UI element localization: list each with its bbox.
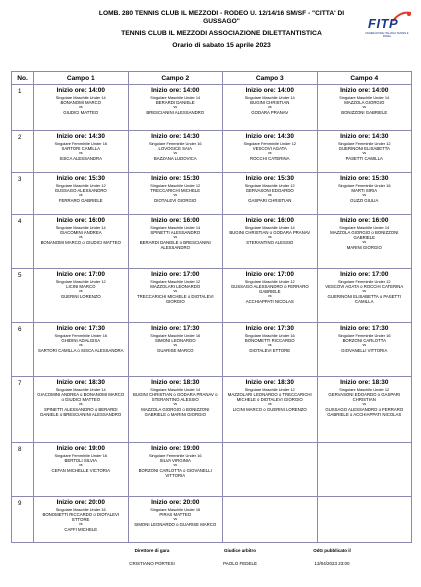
logo-subtitle: FEDERAZIONE ITALIANA TENNIS E PADEL [365,32,409,38]
match-info [223,131,317,163]
player-one: GERVASONI EDOARDO [245,188,294,193]
player-one: GIACOMINI ANDREA [59,230,102,235]
match-category: Singolare Femminile Under 12 [337,141,391,146]
player-one: GUSSAGO ALESSANDRO o FERRARO GABRIELE [230,284,309,294]
player-one: VESCOVI AGATA o ROCCHI CATERINA [325,284,404,289]
match-start-time: Inizio ore: 14:00 [151,87,200,94]
fitp-logo [362,10,412,44]
published-value: 13/04/2023 23:00 [314,561,350,566]
published-label: OdG pubblicato il [313,548,351,553]
match-cell [128,323,223,377]
match-start-time: Inizio ore: 15:30 [245,175,294,182]
player-two: GUERINONI ELISABETTA o PASETTI CAMILLA [327,293,401,304]
match-info [318,269,412,306]
match-category: Singolare Maschile Under 14 [55,225,106,230]
match-cell [128,377,223,443]
table-row [12,215,412,269]
match-cell [34,377,129,443]
player-two: SIMONI LEONARDO o GUARISE MARCO [134,521,217,527]
player-one: GHIDINI ADALGISA [61,338,101,343]
tournament-title: LOMB. 280 TENNIS CLUB IL MEZZODI - RODEO U. 12/14/16 SM/SF - "CITTA' DI GUSSAGO" [98,10,345,25]
versus-label: vs [78,289,83,293]
match-cell [128,215,223,269]
versus-label: vs [78,193,83,197]
table-row [12,497,412,543]
match-info [129,377,223,419]
match-category: Singolare Maschile Under 16 [150,507,201,512]
match-info [34,377,128,419]
player-two: BRESCIANINI ALESSANDRO [146,109,205,115]
table-row [12,269,412,323]
match-cell [34,173,129,215]
match-info [129,497,223,529]
versus-label: vs [173,289,178,293]
player-one: PIRAS MATTEO [159,512,192,517]
player-one: BUGINI CHRISTIAN [250,100,290,105]
schedule-table [11,71,412,543]
row-number: 3 [12,173,34,215]
director-label: Direttore di gara [134,548,170,553]
row-number: 4 [12,215,34,269]
player-one: GIACOMINI ANDREA o BONANOMI MARCO o GIUDICI MATTEO [37,392,125,402]
match-start-time: Inizio ore: 14:00 [340,87,389,94]
match-cell [317,173,412,215]
match-cell [317,131,412,173]
player-one: BERTOLI SILVIA [64,458,97,463]
column-header-court: Campo 1 [34,72,129,85]
player-two: DIOTALEVI ETTORE [249,347,291,353]
player-two: SARTORI CAMILLA o SISCA ALESSANDRA [37,347,124,353]
match-category: Singolare Maschile Under 12 [150,183,201,188]
player-one: SARTORI CAMILLA [61,146,101,151]
match-start-time: Inizio ore: 18:30 [151,379,200,386]
match-info [34,215,128,247]
match-info [223,323,317,355]
player-two: BONIZZONI GABRIELE [341,109,388,115]
player-two: GIUDICI MATTEO [63,109,99,115]
player-two: BERARDI DANIELE o BRESCIANINI ALESSANDRO [139,239,211,250]
player-two: GUSSAGO ALESSANDRO o FERRARO GABRIELE o ACCHIAPPATI NICOLAS [325,406,404,417]
empty-slot [223,443,318,497]
row-number: 2 [12,131,34,173]
table-row [12,85,412,131]
player-one: MAZZOLA GIORGIO [344,100,385,105]
match-cell [34,323,129,377]
table-row [12,443,412,497]
versus-label: vs [173,151,178,155]
director-name: CRISTIANO PORTESI [129,561,175,566]
match-cell [317,323,412,377]
match-cell [223,85,318,131]
player-one: BUGINI CHRISTIAN o GODARA PRANAV [229,230,311,235]
player-one: VESCOVI AGATA [252,146,287,151]
player-one: GERVASONI EDOARDO o GASPARI CHRISTIAN [328,392,401,402]
column-header-court: Campo 3 [223,72,318,85]
versus-label: vs [173,193,178,197]
match-info [318,173,412,205]
match-cell [128,131,223,173]
match-info [223,85,317,117]
player-two: LICINI MARCO o GUERINI LORENZO [232,406,307,412]
match-cell [128,173,223,215]
player-one: LOVOGICE SAIA [158,146,192,151]
player-two: BONANOMI MARCO o GIUDICI MATTEO [40,239,121,245]
match-category: Singolare Femminile Under 16 [54,453,108,458]
match-start-time: Inizio ore: 14:30 [245,133,294,140]
match-start-time: Inizio ore: 14:00 [245,87,294,94]
match-category: Singolare Maschile Under 16 [55,507,106,512]
director-block [112,548,192,566]
versus-label: vs [173,235,178,239]
referee-label: Giudice arbitro [223,548,256,553]
match-info [318,215,412,252]
player-two: PASETTI CAMILLA [345,155,383,161]
match-category: Singolare Maschile Under 12 [55,183,106,188]
match-info [318,131,412,163]
match-category: Singolare Maschile Under 16 [244,333,295,338]
versus-label: vs [362,240,367,244]
match-category: Singolare Femminile Under 12 [337,279,391,284]
column-header-number: No. [12,72,34,85]
empty-slot [223,497,318,543]
player-one: BONOMETTI RICCARDO [244,338,295,343]
match-start-time: Inizio ore: 16:00 [340,217,389,224]
match-start-time: Inizio ore: 16:00 [56,217,105,224]
match-info [129,323,223,355]
match-category: Singolare Femminile Under 16 [54,141,108,146]
match-cell [317,215,412,269]
player-one: GUSSAGO ALESSANDRO [54,188,107,193]
versus-label: vs [173,517,178,521]
row-number: 8 [12,443,34,497]
match-cell [34,497,129,543]
row-number: 6 [12,323,34,377]
table-row [12,131,412,173]
match-start-time: Inizio ore: 20:00 [56,499,105,506]
versus-label: vs [267,294,272,298]
versus-label: vs [362,402,367,406]
match-category: Singolare Femminile Under 16 [148,453,202,458]
player-two: BAZZANA LUDOVICA [153,155,197,161]
versus-label: vs [78,522,83,526]
match-start-time: Inizio ore: 19:00 [151,445,200,452]
match-category: Singolare Maschile Under 12 [150,279,201,284]
versus-label: vs [173,343,178,347]
match-category: Singolare Femminile Under 16 [148,141,202,146]
match-cell [34,85,129,131]
column-header-court: Campo 4 [317,72,412,85]
match-start-time: Inizio ore: 19:00 [56,445,105,452]
page-header [0,10,421,49]
match-cell [223,377,318,443]
versus-label: vs [173,463,178,467]
player-two: STERANTINO ALESSIO [246,239,294,245]
match-cell [223,323,318,377]
match-start-time: Inizio ore: 14:00 [56,87,105,94]
player-two: GUERINI LORENZO [60,293,101,299]
player-two: GUARISE MARCO [156,347,194,353]
player-one: SILVA VIRGINIA [159,458,191,463]
match-category: Singolare Maschile Under 14 [150,387,201,392]
player-one: MARTI SIRIA [351,188,378,193]
versus-label: vs [267,193,272,197]
player-two: MAZZOLA GIORGIO o BONIZZONI GABRIELE o MARINI GIORGIO [141,406,210,417]
logo-name: FITP [368,16,399,31]
match-info [34,173,128,205]
player-two: GODARA PRANAV [251,109,289,115]
published-block [292,548,372,566]
versus-label: vs [78,151,83,155]
player-two: SPINETTI ALESSANDRO o BERARDI DANIELE o BRESCIANINI ALESSANDRO [40,406,122,417]
table-row [12,377,412,443]
versus-label: vs [267,343,272,347]
column-header-court: Campo 2 [128,72,223,85]
player-two: GIOVANELLI VITTORIA [341,347,388,353]
match-cell [34,131,129,173]
match-cell [223,173,318,215]
versus-label: vs [78,235,83,239]
player-one: MAZZOLARI LEONARDO o TRECCARICHI MICHELE o DIOTALEVI GIORGIO [227,392,312,402]
match-start-time: Inizio ore: 16:00 [151,217,200,224]
player-one: MAZZOLARI LEONARDO [150,284,201,289]
match-info [318,323,412,355]
versus-label: vs [267,105,272,109]
match-info [223,377,317,414]
empty-slot [317,497,412,543]
versus-label: vs [173,402,178,406]
match-start-time: Inizio ore: 17:00 [56,271,105,278]
match-start-time: Inizio ore: 14:30 [56,133,105,140]
versus-label: vs [78,402,83,406]
match-info [223,215,317,247]
match-cell [128,269,223,323]
player-one: BONANOMI MARCO [60,100,102,105]
versus-label: vs [78,105,83,109]
match-info [318,85,412,117]
versus-label: vs [267,151,272,155]
player-one: TRECCARICHI MICHELE [150,188,201,193]
player-one: BUGINI CHRISTIAN o GODARA PRANAV o STERANTINO ALESSIO [133,392,218,402]
versus-label: vs [267,235,272,239]
match-info [129,85,223,117]
match-start-time: Inizio ore: 17:30 [340,325,389,332]
match-category: Singolare Maschile Under 14 [339,95,390,100]
match-cell [317,85,412,131]
row-number: 1 [12,85,34,131]
match-category: Singolare Maschile Under 14 [150,225,201,230]
table-header-row [12,72,412,85]
player-one: GUERINONI ELISABETTA [338,146,390,151]
match-category: Singolare Femminile Under 12 [243,141,297,146]
match-info [34,269,128,301]
versus-label: vs [362,151,367,155]
versus-label: vs [362,193,367,197]
match-category: Singolare Femminile Under 16 [337,333,391,338]
player-one: LICINI MARCO [66,284,96,289]
match-start-time: Inizio ore: 18:30 [245,379,294,386]
match-cell [34,443,129,497]
match-start-time: Inizio ore: 18:30 [340,379,389,386]
match-start-time: Inizio ore: 16:00 [245,217,294,224]
row-number: 5 [12,269,34,323]
player-two: GASPARI CHRISTIAN [248,197,292,203]
player-two: MARINI GIORGIO [346,244,382,250]
player-one: SPINETTI ALESSANDRO [150,230,201,235]
player-two: BORZONI CARLOTTA o GIOVANELLI VITTORIA [138,467,212,478]
player-one: BORZONI CARLOTTA [342,338,386,343]
match-start-time: Inizio ore: 15:30 [151,175,200,182]
versus-label: vs [362,343,367,347]
player-two: GUZZI GIULIA [350,197,379,203]
schedule-date: Orario di sabato 15 aprile 2023 [172,42,271,49]
match-info [223,173,317,205]
empty-slot [317,443,412,497]
match-category: Singolare Maschile Under 14 [244,225,295,230]
match-start-time: Inizio ore: 17:30 [56,325,105,332]
match-category: Singolare Maschile Under 16 [150,333,201,338]
player-two: FERRARO GABRIELE [58,197,103,203]
match-start-time: Inizio ore: 17:30 [245,325,294,332]
match-category: Singolare Maschile Under 12 [339,387,390,392]
referee-name: PAOLO FEDELE [223,561,257,566]
versus-label: vs [78,463,83,467]
player-two: SISCA ALESSANDRA [59,155,102,161]
match-info [129,131,223,163]
match-info [34,443,128,475]
match-start-time: Inizio ore: 20:00 [151,499,200,506]
match-info [34,131,128,163]
match-cell [34,269,129,323]
match-info [129,443,223,480]
match-cell [223,131,318,173]
match-start-time: Inizio ore: 14:30 [151,133,200,140]
match-category: Singolare Maschile Under 14 [150,95,201,100]
match-cell [128,443,223,497]
row-number: 7 [12,377,34,443]
match-category: Singolare Maschile Under 14 [55,95,106,100]
match-info [34,323,128,355]
player-one: BONOMETTI RICCARDO o DIOTALEVI ETTORE [42,512,120,522]
match-cell [128,497,223,543]
player-two: TRECCARICHI MICHELE o DIOTALEVI GIORGIO [136,293,214,304]
match-cell [128,85,223,131]
match-category: Singolare Maschile Under 14 [55,387,106,392]
match-cell [317,377,412,443]
player-one: SIMONI LEONARDO [154,338,196,343]
match-category: Singolare Femminile Under 16 [54,333,108,338]
match-category: Singolare Maschile Under 12 [244,183,295,188]
player-two: DIOTALEVI GIORGIO [154,197,197,203]
match-category: Singolare Maschile Under 14 [244,95,295,100]
match-info [34,85,128,117]
match-start-time: Inizio ore: 15:30 [340,175,389,182]
versus-label: vs [362,105,367,109]
player-two: ACCHIAPPATI NICOLAS [245,298,294,304]
match-info [34,497,128,534]
match-info [129,215,223,252]
match-cell [223,269,318,323]
versus-label: vs [78,343,83,347]
player-two: ROCCHI CATERINA [249,155,290,161]
versus-label: vs [362,289,367,293]
club-name: TENNIS CLUB IL MEZZODI ASSOCIAZIONE DILETTANTISTICA [121,30,322,37]
match-info [129,173,223,205]
match-start-time: Inizio ore: 17:30 [151,325,200,332]
match-start-time: Inizio ore: 17:00 [151,271,200,278]
match-category: Singolare Maschile Under 12 [55,279,106,284]
row-number: 9 [12,497,34,543]
match-category: Singolare Maschile Under 14 [339,225,390,230]
match-info [223,269,317,306]
match-category: Singolare Maschile Under 12 [244,387,295,392]
match-info [318,377,412,419]
match-cell [223,215,318,269]
match-start-time: Inizio ore: 17:00 [245,271,294,278]
schedule-body [12,85,412,543]
player-two: CAFFI MICHELE [64,526,98,532]
match-cell [34,215,129,269]
match-category: Singolare Maschile Under 12 [244,279,295,284]
referee-block [205,548,275,566]
match-info [129,269,223,306]
match-start-time: Inizio ore: 17:00 [340,271,389,278]
match-start-time: Inizio ore: 14:30 [340,133,389,140]
match-start-time: Inizio ore: 15:30 [56,175,105,182]
table-row [12,323,412,377]
player-one: MAZZOLA GIORGIO o BONIZZONI GABRIELE [330,230,399,240]
versus-label: vs [173,105,178,109]
match-cell [317,269,412,323]
match-category: Singolare Femminile Under 16 [337,183,391,188]
versus-label: vs [267,402,272,406]
match-start-time: Inizio ore: 18:30 [56,379,105,386]
player-two: CEFAN MICHELLE VICTORIA [51,467,110,473]
table-row [12,173,412,215]
player-one: BERARDI DANIELE [155,100,195,105]
